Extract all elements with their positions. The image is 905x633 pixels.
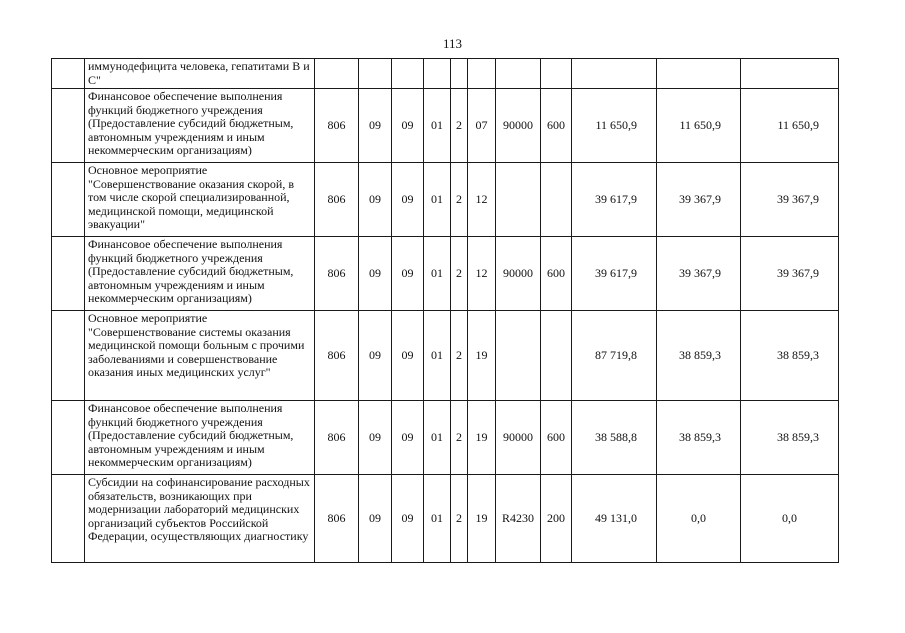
amount-year-1-cell: 39 617,9	[572, 237, 657, 311]
section-code-cell: 09	[359, 311, 392, 401]
budget-table	[51, 58, 839, 563]
amount-year-3-cell: 38 859,3	[741, 311, 839, 401]
amount-year-2-cell: 0,0	[657, 475, 741, 563]
ministry-code-cell: 806	[315, 237, 359, 311]
amount-year-3-cell	[741, 59, 839, 89]
section-code-cell: 09	[359, 163, 392, 237]
amount-year-3-cell: 39 367,9	[741, 163, 839, 237]
subprogram-code-cell: 2	[451, 237, 468, 311]
direction-code-cell	[496, 59, 541, 89]
section-code-cell: 09	[359, 475, 392, 563]
section-code-cell: 09	[359, 401, 392, 475]
table-row	[52, 311, 839, 401]
program-code-cell: 01	[424, 89, 451, 163]
direction-code-cell: 90000	[496, 401, 541, 475]
program-code-cell: 01	[424, 311, 451, 401]
expense-type-cell: 600	[541, 89, 572, 163]
expense-type-cell: 600	[541, 401, 572, 475]
program-code-cell: 01	[424, 475, 451, 563]
event-code-cell: 12	[468, 237, 496, 311]
amount-year-3-cell: 0,0	[741, 475, 839, 563]
table-row	[52, 237, 839, 311]
program-code-cell: 01	[424, 401, 451, 475]
subprogram-code-cell: 2	[451, 163, 468, 237]
row-number-cell	[52, 163, 85, 237]
direction-code-cell: 90000	[496, 237, 541, 311]
expense-type-cell	[541, 163, 572, 237]
row-number-cell	[52, 475, 85, 563]
amount-year-2-cell	[657, 59, 741, 89]
row-number-cell	[52, 89, 85, 163]
event-code-cell: 19	[468, 401, 496, 475]
amount-year-1-cell: 38 588,8	[572, 401, 657, 475]
expense-name-cell: Финансовое обеспечение выполнения функций бюджетного учреждения (Предоставление субсидий бюджетным, автономным учреждениям и иным некоммерческим организациям)	[85, 237, 315, 311]
subprogram-code-cell	[451, 59, 468, 89]
expense-name-cell: Субсидии на софинансирование расходных обязательств, возникающих при модернизации лабораторий медицинских организаций субъектов Российской Федерации, осуществляющих диагностику	[85, 475, 315, 563]
subsection-code-cell: 09	[392, 311, 424, 401]
subprogram-code-cell: 2	[451, 311, 468, 401]
table-row	[52, 163, 839, 237]
event-code-cell: 12	[468, 163, 496, 237]
row-number-cell	[52, 237, 85, 311]
amount-year-1-cell: 49 131,0	[572, 475, 657, 563]
amount-year-2-cell: 11 650,9	[657, 89, 741, 163]
subsection-code-cell: 09	[392, 163, 424, 237]
ministry-code-cell	[315, 59, 359, 89]
subsection-code-cell: 09	[392, 401, 424, 475]
amount-year-3-cell: 38 859,3	[741, 401, 839, 475]
direction-code-cell	[496, 311, 541, 401]
ministry-code-cell: 806	[315, 163, 359, 237]
amount-year-2-cell: 38 859,3	[657, 401, 741, 475]
expense-name-cell: Основное мероприятие "Совершенствование системы оказания медицинской помощи больным с прочими заболеваниями и совершенствование оказания иных медицинских услуг"	[85, 311, 315, 401]
amount-year-2-cell: 39 367,9	[657, 163, 741, 237]
expense-name-cell: Основное мероприятие "Совершенствование оказания скорой, в том числе скорой специализированной, медицинской помощи, медицинской эвакуации"	[85, 163, 315, 237]
amount-year-1-cell	[572, 59, 657, 89]
direction-code-cell: 90000	[496, 89, 541, 163]
subprogram-code-cell: 2	[451, 89, 468, 163]
section-code-cell: 09	[359, 237, 392, 311]
expense-type-cell	[541, 311, 572, 401]
row-number-cell	[52, 311, 85, 401]
expense-name-cell: иммунодефицита человека, гепатитами В и С"	[85, 59, 315, 89]
expense-type-cell: 600	[541, 237, 572, 311]
table-row	[52, 401, 839, 475]
subprogram-code-cell: 2	[451, 475, 468, 563]
row-number-cell	[52, 401, 85, 475]
amount-year-1-cell: 87 719,8	[572, 311, 657, 401]
budget-table-body	[52, 59, 839, 563]
program-code-cell	[424, 59, 451, 89]
event-code-cell: 19	[468, 311, 496, 401]
direction-code-cell: R4230	[496, 475, 541, 563]
ministry-code-cell: 806	[315, 311, 359, 401]
expense-type-cell	[541, 59, 572, 89]
expense-name-cell: Финансовое обеспечение выполнения функций бюджетного учреждения (Предоставление субсидий бюджетным, автономным учреждениям и иным некоммерческим организациям)	[85, 401, 315, 475]
subsection-code-cell: 09	[392, 237, 424, 311]
expense-type-cell: 200	[541, 475, 572, 563]
table-row	[52, 475, 839, 563]
subsection-code-cell: 09	[392, 475, 424, 563]
ministry-code-cell: 806	[315, 401, 359, 475]
expense-name-cell: Финансовое обеспечение выполнения функций бюджетного учреждения (Предоставление субсидий бюджетным, автономным учреждениям и иным некоммерческим организациям)	[85, 89, 315, 163]
ministry-code-cell: 806	[315, 89, 359, 163]
page-number: 113	[442, 36, 463, 51]
amount-year-2-cell: 39 367,9	[657, 237, 741, 311]
program-code-cell: 01	[424, 163, 451, 237]
table-row	[52, 89, 839, 163]
amount-year-3-cell: 11 650,9	[741, 89, 839, 163]
event-code-cell: 19	[468, 475, 496, 563]
section-code-cell	[359, 59, 392, 89]
amount-year-1-cell: 11 650,9	[572, 89, 657, 163]
program-code-cell: 01	[424, 237, 451, 311]
section-code-cell: 09	[359, 89, 392, 163]
direction-code-cell	[496, 163, 541, 237]
table-row	[52, 59, 839, 89]
amount-year-3-cell: 39 367,9	[741, 237, 839, 311]
subprogram-code-cell: 2	[451, 401, 468, 475]
amount-year-2-cell: 38 859,3	[657, 311, 741, 401]
ministry-code-cell: 806	[315, 475, 359, 563]
amount-year-1-cell: 39 617,9	[572, 163, 657, 237]
subsection-code-cell: 09	[392, 89, 424, 163]
event-code-cell: 07	[468, 89, 496, 163]
event-code-cell	[468, 59, 496, 89]
subsection-code-cell	[392, 59, 424, 89]
row-number-cell	[52, 59, 85, 89]
